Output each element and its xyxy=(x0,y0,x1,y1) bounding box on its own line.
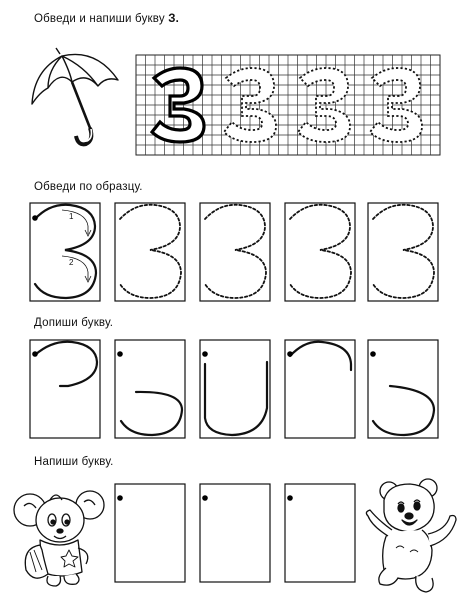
start-dot xyxy=(287,495,293,501)
partial-letter-sides xyxy=(205,362,267,435)
task2-heading: Обведи по образцу. xyxy=(34,181,143,193)
start-dot xyxy=(202,351,208,357)
bear-cub-icon xyxy=(366,479,456,592)
trace-letter-box[interactable] xyxy=(115,203,185,301)
dotted-letter[interactable] xyxy=(290,205,351,298)
start-dot xyxy=(32,351,38,357)
start-dot xyxy=(287,351,293,357)
task1-letter: З. xyxy=(168,13,179,25)
start-dot xyxy=(370,351,376,357)
partial-letter-upper xyxy=(35,342,97,386)
mouse-icon xyxy=(14,491,104,586)
start-dot xyxy=(117,351,123,357)
dotted-letter[interactable] xyxy=(205,205,266,298)
task1-instruction: Обведи и напиши букву xyxy=(34,13,165,25)
umbrella-icon xyxy=(32,48,118,144)
sample-handwritten-letter xyxy=(35,205,96,298)
task3-heading: Допиши букву. xyxy=(34,317,114,329)
task4-heading: Напиши букву. xyxy=(34,456,114,468)
start-dot xyxy=(202,495,208,501)
start-dot xyxy=(32,215,38,221)
arrow-number-1: 1 xyxy=(69,212,74,221)
start-dot xyxy=(117,495,123,501)
finish-letter-box[interactable] xyxy=(115,340,185,438)
sample-letter-box xyxy=(30,203,100,301)
write-letter-box[interactable] xyxy=(115,484,185,582)
stroke-arrows xyxy=(62,210,91,282)
partial-letter-top xyxy=(290,342,351,370)
trace-letter-box[interactable] xyxy=(285,203,355,301)
partial-letter-lower xyxy=(121,392,182,435)
finish-letter-box[interactable] xyxy=(285,340,355,438)
trace-letter-box[interactable] xyxy=(368,203,438,301)
finish-letter-box[interactable] xyxy=(368,340,438,438)
partial-letter-bottom xyxy=(373,386,434,435)
finish-letter-box[interactable] xyxy=(30,340,100,438)
arrow-number-2: 2 xyxy=(69,258,74,267)
write-letter-box[interactable] xyxy=(285,484,355,582)
write-letter-box[interactable] xyxy=(200,484,270,582)
dotted-letter[interactable] xyxy=(373,205,434,298)
trace-letter-box[interactable] xyxy=(200,203,270,301)
dotted-letter[interactable] xyxy=(120,205,181,298)
